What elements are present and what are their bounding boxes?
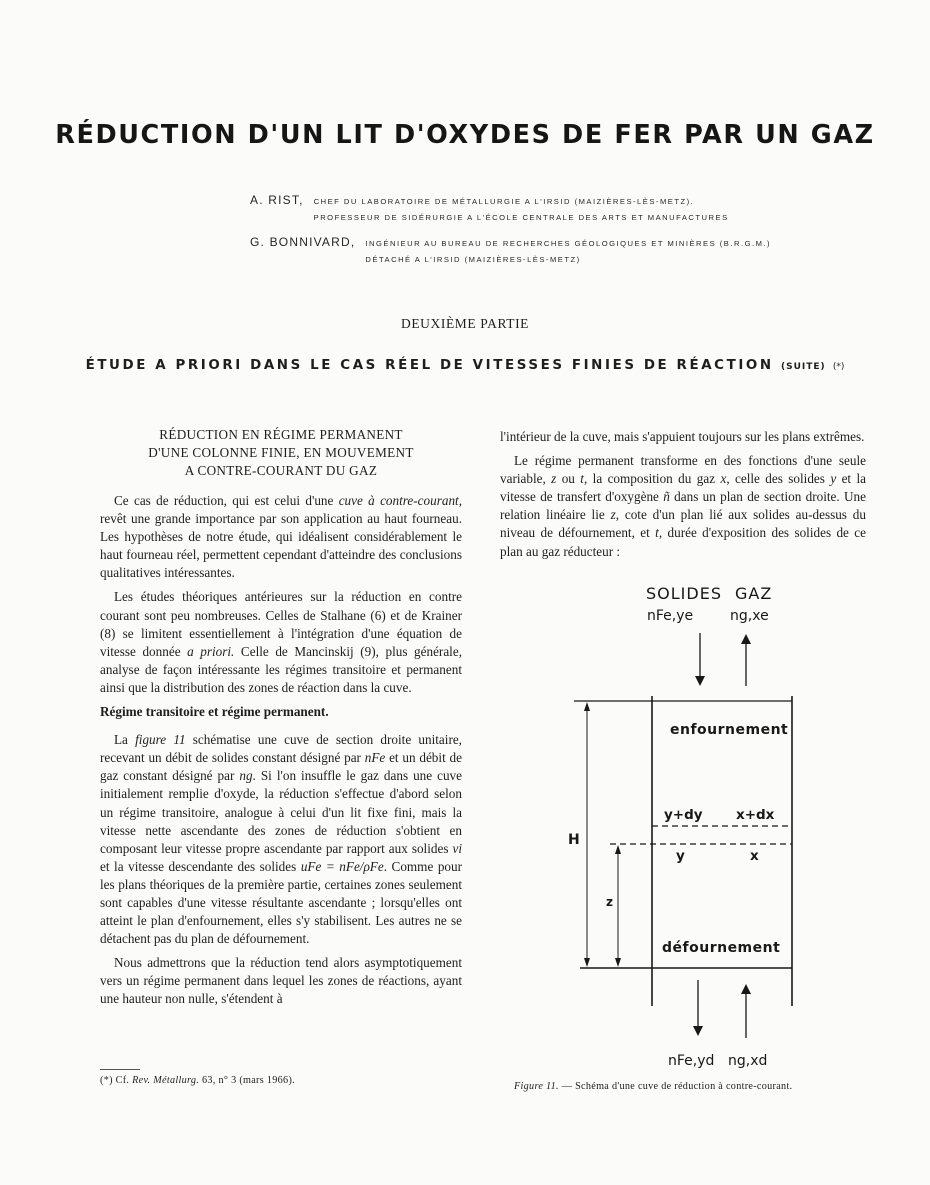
author-rist bbox=[250, 193, 890, 226]
inline-formula: uFe = nFe/ρFe bbox=[300, 858, 384, 874]
paragraph: Nous admettrons que la réduction tend alors asymptotiquement vers un régime permanent dans lequel les zones de réactions, ayant une hauteur non nulle, s'étendent à bbox=[100, 955, 462, 1007]
label-enfournement: enfournement bbox=[670, 722, 789, 738]
label-z: z bbox=[606, 895, 613, 909]
label-y-plus-dy: y+dy bbox=[664, 807, 703, 823]
label-defournement: défournement bbox=[662, 940, 781, 956]
left-column bbox=[100, 426, 462, 1015]
symbol: nFe bbox=[364, 750, 386, 766]
paragraph: Ce cas de réduction, qui est celui d'une cuve à contre-courant, revêt une grande importance par son application au haut fourneau. Les hypothèses de notre étude, qui idéalisent considérablement le haut fourneau réel, permettent cependant d'atteindre des conclusions qualitatives intéressantes. bbox=[100, 493, 462, 581]
paragraph-heading: Régime transitoire et régime permanent. bbox=[100, 704, 329, 720]
reactor-diagram bbox=[570, 578, 820, 1078]
paragraph: Les études théoriques antérieures sur la réduction en contre courant sont peu nombreuses. Celles de Stalhane (6) et de Krainer (8) se limitent essentiellement à l'intégration d'une équation de vitesse donnée a priori. Celle de Mancinskij (9), plus générale, analyse de façon intéressante les régimes transitoire et permanent ainsi que la distribution des zones de réaction dans la cuve. bbox=[100, 589, 462, 695]
arrowhead-up bbox=[741, 984, 751, 994]
author-name: A. RIST, bbox=[250, 193, 304, 207]
label-H: H bbox=[568, 832, 580, 848]
author-name: G. BONNIVARD, bbox=[250, 235, 356, 249]
affiliation-line: CHEF DU LABORATOIRE DE MÉTALLURGIE A L'IRSID (MAIZIÈRES-LÈS-METZ). bbox=[313, 197, 695, 206]
label-bottom-gas-flow: ng,xd bbox=[728, 1053, 768, 1069]
figure-caption bbox=[514, 1081, 874, 1092]
label-x-plus-dx: x+dx bbox=[736, 807, 775, 823]
arrowhead-up bbox=[615, 845, 621, 854]
author-affiliation bbox=[365, 236, 771, 268]
arrowhead-down bbox=[693, 1026, 703, 1036]
footnote: (*) Cf. Rev. Métallurg. 63, n° 3 (mars 1966). bbox=[100, 1075, 295, 1086]
paragraph: Le régime permanent transforme en des fonctions d'une seule variable, z ou t, la composition du gaz x, celle des solides y et la vitesse de transfert d'oxygène ñ dans un plan de section droite. Une relation linéaire lie z, cote d'un plan lié aux solides au-dessus du niveau de défournement, et t, durée d'exposition des solides de ce plan au gaz réducteur : bbox=[500, 453, 866, 559]
paragraph: l'intérieur de la cuve, mais s'appuient toujours sur les plans extrêmes. bbox=[500, 429, 865, 444]
section-suffix: (SUITE) bbox=[780, 362, 826, 372]
label-solides: SOLIDES bbox=[646, 584, 722, 603]
caption-label: Figure 11. bbox=[514, 1081, 559, 1092]
caption-text: — Schéma d'une cuve de réduction à contre-courant. bbox=[561, 1081, 793, 1092]
affiliation-line: PROFESSEUR DE SIDÉRURGIE A L'ÉCOLE CENTRALE DES ARTS ET MANUFACTURES bbox=[313, 213, 729, 222]
label-gaz: GAZ bbox=[735, 584, 773, 603]
arrowhead-down bbox=[615, 958, 621, 967]
label-y: y bbox=[676, 848, 685, 864]
symbol: ng bbox=[239, 768, 253, 784]
part-heading: DEUXIÈME PARTIE bbox=[400, 316, 530, 331]
author-affiliation bbox=[314, 194, 729, 226]
heading-line: RÉDUCTION EN RÉGIME PERMANENT bbox=[159, 427, 403, 442]
right-column bbox=[500, 428, 866, 567]
arrowhead-down bbox=[584, 958, 590, 967]
footnote-rule bbox=[100, 1069, 140, 1070]
affiliation-line: INGÉNIEUR AU BUREAU DE RECHERCHES GÉOLOGIQUES ET MINIÈRES (B.R.G.M.) bbox=[365, 239, 772, 248]
arrowhead-up bbox=[741, 634, 751, 644]
symbol: vi bbox=[452, 840, 462, 856]
footnote-marker: (*) bbox=[832, 362, 845, 372]
heading-line: D'UNE COLONNE FINIE, EN MOUVEMENT bbox=[148, 445, 414, 460]
label-top-gas-flow: ng,xe bbox=[730, 608, 769, 624]
affiliation-line: DÉTACHÉ A L'IRSID (MAIZIÈRES-LÈS-METZ) bbox=[365, 255, 581, 264]
section-heading bbox=[0, 358, 930, 373]
arrowhead-down bbox=[695, 676, 705, 686]
subsection-heading bbox=[100, 426, 462, 480]
article-title: RÉDUCTION D'UN LIT D'OXYDES DE FER PAR UN GAZ bbox=[55, 120, 875, 150]
author-list bbox=[250, 193, 890, 277]
label-x: x bbox=[750, 848, 759, 864]
label-top-solids-flow: nFe,ye bbox=[647, 608, 694, 624]
heading-line: A CONTRE-COURANT DU GAZ bbox=[184, 463, 378, 478]
arrowhead-up bbox=[584, 702, 590, 711]
label-bottom-solids-flow: nFe,yd bbox=[668, 1053, 715, 1069]
section-title: ÉTUDE A PRIORI DANS LE CAS RÉEL DE VITESSES FINIES DE RÉACTION bbox=[85, 358, 774, 373]
author-bonnivard bbox=[250, 235, 890, 268]
paragraph: La figure 11 schématise une cuve de section droite unitaire, recevant un débit de solides constant désigné par nFe et un débit de gaz constant désigné par ng. Si l'on insuffle le gaz dans une cuve initialement remplie d'oxyde, la réduction s'effectue d'abord selon un régime transitoire, analogue à celui d'un lit fixe fini, mais la vitesse nette ascendante des zones de réduction s'obtient en composant leur vitesse propre ascendante par rapport aux solides vi et la vitesse descendante des solides uFe = nFe/ρFe. Comme pour les plans théoriques de la première partie, certaines zones seulement sont capables d'une vitesse résultante ascendante ; lorsqu'elles ont atteint le plan d'enfournement, elles s'y stabilisent. Les autres ne se détachent pas du plan de défournement. bbox=[100, 732, 463, 947]
figure-11 bbox=[570, 578, 820, 1078]
